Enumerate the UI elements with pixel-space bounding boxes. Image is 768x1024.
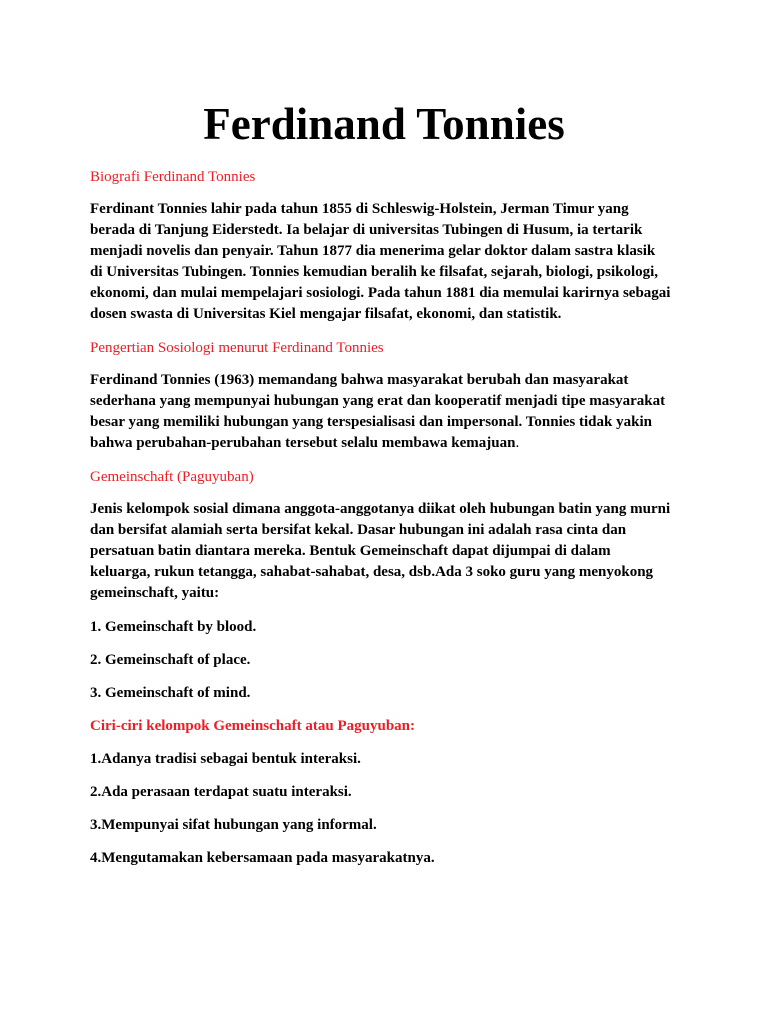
- text-line-last: [90, 433, 690, 454]
- text-line: ekonomi, dan mulai mempelajari sosiologi. Pada tahun 1881 dia memulai karirnya sebagai: [90, 285, 671, 301]
- text-line: menjadi novelis dan penyair. Tahun 1877 dia menerima gelar doktor dalam sastra klasik: [90, 243, 656, 259]
- text-line-body: bahwa perubahan-perubahan tersebut selalu membawa kemajuan: [90, 435, 516, 451]
- list-item-ciri: 4.Mengutamakan kebersamaan pada masyarakatnya.: [90, 850, 435, 866]
- list-item-ciri: 1.Adanya tradisi sebagai bentuk interaksi.: [90, 751, 361, 767]
- text-line: gemeinschaft, yaitu:: [90, 585, 220, 601]
- text-line: besar yang memiliki hubungan yang terspesialisasi dan impersonal. Tonnies tidak yakin: [90, 414, 652, 430]
- paragraph-pengertian: [90, 370, 690, 454]
- document-body: [90, 167, 690, 869]
- list-item-gemeinschaft: 1. Gemeinschaft by blood.: [90, 619, 257, 635]
- text-line: dan bersifat alamiah serta bersifat kekal. Dasar hubungan ini adalah rasa cinta dan: [90, 522, 627, 538]
- list-item-gemeinschaft: 2. Gemeinschaft of place.: [90, 652, 251, 668]
- paragraph-gemeinschaft: [90, 499, 690, 604]
- text-line: sederhana yang mempunyai hubungan yang erat dan kooperatif menjadi tipe masyarakat: [90, 393, 666, 409]
- text-line: Jenis kelompok sosial dimana anggota-anggotanya diikat oleh hubungan batin yang murni: [90, 501, 671, 517]
- section-heading-pengertian: Pengertian Sosiologi menurut Ferdinand Tonnies: [90, 340, 384, 356]
- section-heading-ciri-ciri: Ciri-ciri kelompok Gemeinschaft atau Paguyuban:: [90, 718, 415, 734]
- text-line-trailing-period: .: [515, 435, 520, 451]
- list-item-gemeinschaft: 3. Gemeinschaft of mind.: [90, 685, 251, 701]
- document-title: Ferdinand Tonnies: [203, 99, 565, 149]
- paragraph-biografi: [90, 199, 690, 325]
- text-line: keluarga, rukun tetangga, sahabat-sahabat, desa, dsb.Ada 3 soko guru yang menyokong: [90, 564, 654, 580]
- text-line: dosen swasta di Universitas Kiel mengajar filsafat, ekonomi, dan statistik.: [90, 306, 562, 322]
- list-item-ciri: 3.Mempunyai sifat hubungan yang informal.: [90, 817, 377, 833]
- section-heading-biografi: Biografi Ferdinand Tonnies: [90, 169, 256, 185]
- section-heading-gemeinschaft: Gemeinschaft (Paguyuban): [90, 469, 254, 485]
- text-line: Ferdinand Tonnies (1963) memandang bahwa masyarakat berubah dan masyarakat: [90, 372, 629, 388]
- text-line: Ferdinant Tonnies lahir pada tahun 1855 di Schleswig-Holstein, Jerman Timur yang: [90, 201, 629, 217]
- list-item-ciri: 2.Ada perasaan terdapat suatu interaksi.: [90, 784, 352, 800]
- text-line: berada di Tanjung Eiderstedt. Ia belajar di universitas Tubingen di Husum, ia tertarik: [90, 222, 643, 238]
- text-line: di Universitas Tubingen. Tonnies kemudian beralih ke filsafat, sejarah, biologi, psikologi,: [90, 264, 659, 280]
- text-line: persatuan batin diantara mereka. Bentuk Gemeinschaft dapat dijumpai di dalam: [90, 543, 611, 559]
